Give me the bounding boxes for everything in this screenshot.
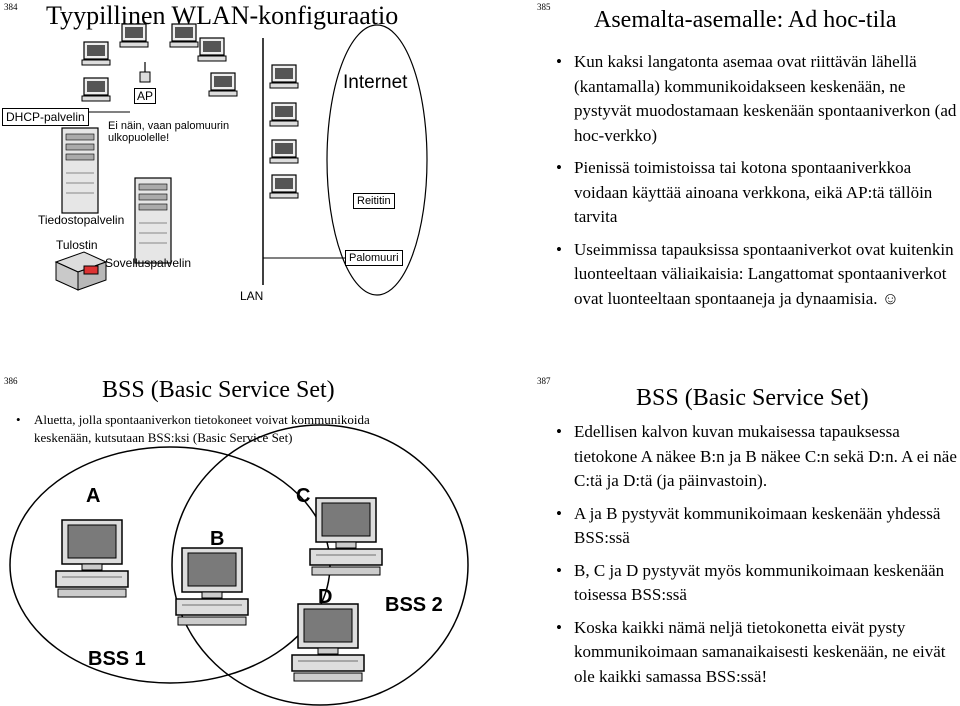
bullet-list-385 <box>554 50 958 319</box>
node-a-label: A <box>86 485 101 507</box>
bullet-list-387 <box>554 420 958 697</box>
node-b-label: B <box>210 528 225 550</box>
firewall-label: Palomuuri <box>345 250 403 266</box>
bullet-item: • B, C ja D pystyvät myös kommunikoimaan keskenään toisessa BSS:ssä <box>554 559 958 608</box>
node-d-label: D <box>318 586 333 608</box>
slide-title-386: BSS (Basic Service Set) <box>102 377 335 403</box>
bss1-ellipse <box>10 447 333 683</box>
slide-title-385: Asemalta-asemalle: Ad hoc-tila <box>594 7 897 33</box>
bullet-item: • Aluetta, jolla spontaaniverkon tietokoneet voivat kommunikoida keskenään, kutsutaan BSS:ksi (Basic Service Set) <box>14 411 430 447</box>
bss2-label: BSS 2 <box>385 594 443 616</box>
bullet-item: • Useimmissa tapauksissa spontaaniverkot ovat kuitenkin luonteeltaan väliaikaisia: Langattomat spontaaniverkot ovat luonteeltaan spontaaneja ja dynaamisia. ☺ <box>554 238 958 312</box>
slide-title-384: Tyypillinen WLAN-konfiguraatio <box>46 1 399 30</box>
bullet-item: • Edellisen kalvon kuvan mukaisessa tapauksessa tietokone A näkee B:n ja B näkee C:n sekä D:n. A ei näe C:tä ja D:tä (ja päinvastoin). <box>554 420 958 494</box>
bullet-item: • Kun kaksi langatonta asemaa ovat riittävän lähellä (kantamalla) kommunikoidakseen keskenään, ne pystyvät muodostamaan keskenään spontaaniverkon (ad hoc-verkko) <box>554 50 958 148</box>
bullet-item: • Pienissä toimistoissa tai kotona spontaaniverkkoa voidaan käyttää ainoana verkkona, eikä AP:tä tällöin tarvita <box>554 156 958 230</box>
page-number-384: 384 <box>4 2 18 12</box>
page-number-386: 386 <box>4 376 18 386</box>
ap-label: AP <box>134 88 156 104</box>
app-server-label: Sovelluspalvelin <box>105 256 192 270</box>
page-number-387: 387 <box>537 376 551 386</box>
file-server-label: Tiedostopalvelin <box>38 213 125 227</box>
bullet-item: • Koska kaikki nämä neljä tietokonetta eivät pysty kommunikoimaan samanaikaisesti keskenään, ne eivät ole kaikki samassa BSS:ssä! <box>554 616 958 690</box>
router-label: Reititin <box>353 193 395 209</box>
bullet-list-386 <box>14 411 430 455</box>
printer-label: Tulostin <box>56 238 98 252</box>
bullet-item: • A ja B pystyvät kommunikoimaan keskenään yhdessä BSS:ssä <box>554 502 958 551</box>
printer-graphic <box>56 252 106 290</box>
dhcp-label: DHCP-palvelin <box>2 108 89 126</box>
page-number-385: 385 <box>537 2 551 12</box>
bss1-label: BSS 1 <box>88 648 146 670</box>
lan-label: LAN <box>240 289 264 303</box>
node-c-label: C <box>296 485 311 507</box>
slide-title-387: BSS (Basic Service Set) <box>636 385 869 411</box>
warning-label: Ei näin, vaan palomuurin ulkopuolelle! <box>108 120 230 144</box>
internet-label: Internet <box>343 72 408 93</box>
